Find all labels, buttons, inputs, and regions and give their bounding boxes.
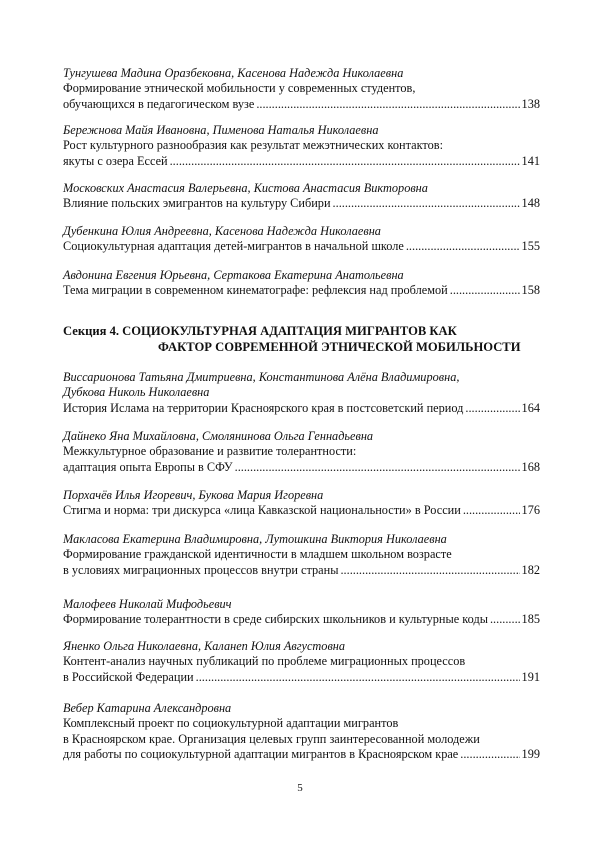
entry-authors: Виссарионова Татьяна Дмитриевна, Константинова Алёна Владимировна, [63,370,460,384]
entry-leader[interactable] [63,460,540,475]
entry-title-last: Формирование толерантности в среде сибирских школьников и культурные коды [63,612,488,627]
toc-entry [63,639,540,685]
entry-title-last: в Российской Федерации [63,669,194,684]
leader-dots [450,283,520,298]
entry-leader[interactable] [63,196,540,211]
leader-dots [406,239,520,254]
entry-leader[interactable] [63,503,540,518]
entry-page-number: 168 [521,459,540,474]
entry-authors: Бережнова Майя Ивановна, Пименова Наталья Николаевна [63,123,379,137]
entry-leader[interactable] [63,612,540,627]
leader-dots [460,747,519,762]
entry-authors-continued: Дубкова Николь Николаевна [63,385,210,400]
entry-title-last: в условиях миграционных процессов внутри страны [63,562,339,577]
entry-page-number: 164 [521,400,540,415]
entry-authors: Малофеев Николай Мифодьевич [63,597,232,611]
leader-dots [196,670,520,685]
section-heading-line2: ФАКТОР СОВРЕМЕННОЙ ЭТНИЧЕСКОЙ МОБИЛЬНОСТИ [158,339,521,354]
entry-title-line: Контент-анализ научных публикаций по проблеме миграционных процессов [63,654,466,669]
entry-authors: Тунгушева Мадина Оразбековна, Касенова Надежда Николаевна [63,66,404,80]
entry-title-last: Социокультурная адаптация детей-мигрантов в начальной школе [63,239,404,254]
entry-leader[interactable] [63,670,540,685]
entry-page-number: 148 [521,196,540,211]
entry-leader[interactable] [63,239,540,254]
entry-title-line: Формирование этнической мобильности у современных студентов, [63,81,416,96]
leader-dots [333,196,520,211]
section-heading [63,324,540,355]
entry-page-number: 191 [521,669,540,684]
entry-page-number: 176 [521,503,540,518]
toc-entry [63,532,540,578]
toc-entry [63,370,540,416]
entry-title-last: якуты с озера Ессей [63,153,168,168]
toc-entry [63,181,540,212]
entry-title-last: адаптация опыта Европы в СФУ [63,459,233,474]
toc-entry [63,66,540,112]
leader-dots [256,97,519,112]
entry-title-last: История Ислама на территории Красноярского края в постсоветский период [63,400,464,415]
page-number: 5 [297,782,303,794]
entry-page-number: 185 [521,612,540,627]
entry-authors: Макласова Екатерина Владимировна, Лутошкина Виктория Николаевна [63,532,447,546]
entry-leader[interactable] [63,401,540,416]
entry-page-number: 155 [521,239,540,254]
entry-authors: Дубенкина Юлия Андреевна, Касенова Надежда Николаевна [63,224,381,238]
entry-title-last: обучающихся в педагогическом вузе [63,96,255,111]
entry-title-last: Стигма и норма: три дискурса «лица Кавказской национальности» в России [63,503,461,518]
entry-title-last: для работы по социокультурной адаптации мигрантов в Красноярском крае [63,747,459,762]
entry-authors: Дайнеко Яна Михайловна, Смолянинова Ольга Геннадьевна [63,429,374,443]
entry-leader[interactable] [63,283,540,298]
entry-page-number: 182 [521,562,540,577]
toc-entry [63,701,540,763]
entry-title-line: в Красноярском крае. Организация целевых групп заинтересованной молодежи [63,731,480,746]
toc-entry [63,268,540,299]
leader-dots [465,401,519,416]
entry-authors: Вебер Катарина Александровна [63,701,232,715]
toc-entry [63,429,540,475]
entry-page-number: 158 [521,283,540,298]
entry-leader[interactable] [63,97,540,112]
entry-page-number: 141 [521,153,540,168]
entry-title-line: Формирование гражданской идентичности в младшем школьном возрасте [63,547,452,562]
toc-entry [63,488,540,519]
leader-dots [463,503,520,518]
section-heading-line1: Секция 4. СОЦИОКУЛЬТУРНАЯ АДАПТАЦИЯ МИГРАНТОВ КАК [63,324,457,338]
entry-title-line: Межкультурное образование и развитие толерантности: [63,444,357,459]
leader-dots [490,612,520,627]
leader-dots [340,563,519,578]
entry-authors: Московских Анастасия Валерьевна, Кистова Анастасия Викторовна [63,181,428,195]
entry-page-number: 199 [521,747,540,762]
toc-entry [63,597,540,628]
entry-authors: Яненко Ольга Николаевна, Каланеп Юлия Августовна [63,639,346,653]
entry-leader[interactable] [63,154,540,169]
entry-title-line: Комплексный проект по социокультурной адаптации мигрантов [63,716,399,731]
leader-dots [170,154,520,169]
entry-leader[interactable] [63,747,540,762]
entry-title-last: Тема миграции в современном кинематографе: рефлексия над проблемой [63,283,448,298]
entry-authors: Авдонина Евгения Юрьевна, Сертакова Екатерина Анатольевна [63,268,404,282]
entry-leader[interactable] [63,563,540,578]
entry-title-last: Влияние польских эмигрантов на культуру Сибири [63,196,331,211]
toc-entry [63,123,540,169]
leader-dots [235,460,520,475]
entry-title-line: Рост культурного разнообразия как результат межэтнических контактов: [63,138,443,153]
entry-page-number: 138 [521,96,540,111]
entry-authors: Порхачёв Илья Игоревич, Букова Мария Игоревна [63,488,324,502]
toc-entry [63,224,540,255]
